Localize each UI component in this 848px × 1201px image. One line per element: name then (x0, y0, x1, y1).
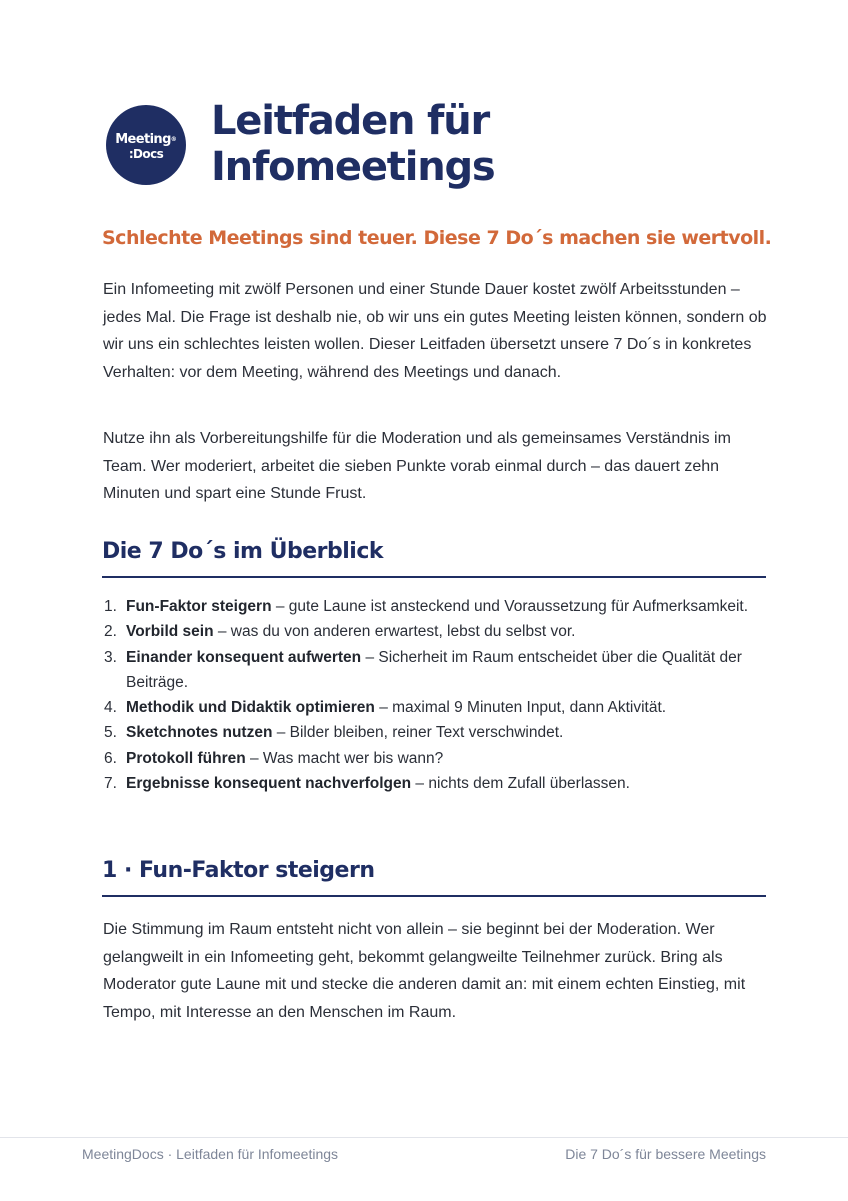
list-item (104, 594, 768, 619)
list-item-text: – maximal 9 Minuten Input, dann Aktivität. (374, 699, 667, 717)
title-line2: Infomeetings (211, 144, 495, 190)
list-item (104, 695, 768, 720)
list-item (104, 771, 768, 796)
list-item (104, 746, 768, 771)
document-header (106, 98, 766, 198)
page-footer (0, 1137, 848, 1201)
list-item-term: Vorbild sein (126, 623, 214, 641)
document-title (211, 98, 495, 190)
list-item-number: 4. (104, 699, 117, 717)
list-item-number: 2. (104, 623, 117, 641)
intro-paragraph-1: Ein Infomeeting mit zwölf Personen und einer Stunde Dauer kostet zwölf Arbeitsstunden – jedes Mal. Die Frage ist deshalb nie, ob wir uns ein gutes Meeting leisten können, sondern ob wir uns ein schlechtes leisten wollen. Dieser Leitfaden übersetzt unsere 7 Do´s in konkretes Verhalten: vor dem Meeting, während des Meetings und danach. (103, 281, 767, 381)
document-subtitle: Schlechte Meetings sind teuer. Diese 7 Do´s machen sie wertvoll. (102, 227, 772, 249)
list-item-term: Ergebnisse konsequent nachverfolgen (126, 775, 412, 793)
list-item-term: Methodik und Didaktik optimieren (126, 699, 375, 717)
list-item-text: – Bilder bleiben, reiner Text verschwindet. (272, 724, 564, 742)
section1-heading: 1 · Fun-Faktor steigern (102, 856, 766, 897)
meetingdocs-logo (106, 105, 186, 185)
dos-list (104, 594, 768, 796)
list-item-text: – was du von anderen erwartest, lebst du selbst vor. (213, 623, 576, 641)
list-item-number: 6. (104, 749, 117, 767)
list-item-term: Sketchnotes nutzen (126, 724, 273, 742)
list-item-term: Einander konsequent aufwerten (126, 648, 362, 666)
list-item (104, 645, 768, 696)
logo-registered-mark: ® (170, 136, 177, 143)
list-item (104, 720, 768, 745)
list-item-number: 3. (104, 648, 117, 666)
list-item-number: 5. (104, 724, 117, 742)
footer-right-text: Die 7 Do´s für bessere Meetings (565, 1146, 766, 1162)
logo-text-line2: :Docs (128, 147, 164, 161)
overview-heading: Die 7 Do´s im Überblick (102, 537, 766, 578)
list-item-number: 7. (104, 775, 117, 793)
list-item (104, 619, 768, 644)
list-item-text: – gute Laune ist ansteckend und Voraussetzung für Aufmerksamkeit. (271, 598, 749, 615)
title-line1: Leitfaden für (211, 98, 490, 144)
list-item-text: – Sicherheit im Raum entscheidet über die Qualität der Beiträge. (126, 648, 742, 691)
list-item-term: Fun-Faktor steigern (126, 598, 272, 615)
list-item-text: – Was macht wer bis wann? (245, 749, 444, 767)
list-item-text: – nichts dem Zufall überlassen. (411, 775, 630, 793)
section1-paragraph: Die Stimmung im Raum entsteht nicht von allein – sie beginnt bei der Moderation. Wer gelangweilt in ein Infomeeting geht, bekommt gelangweilte Teilnehmer zurück. Bring als Moderator gute Laune mit und stecke die anderen damit an: mit einem echten Einstieg, mit Tempo, mit Interesse an den Menschen im Raum. (103, 921, 746, 1021)
footer-left-text: MeetingDocs · Leitfaden für Infomeetings (82, 1146, 339, 1162)
intro-paragraph-2: Nutze ihn als Vorbereitungshilfe für die Moderation und als gemeinsames Verständnis im Team. Wer moderiert, arbeitet die sieben Punkte vorab einmal durch – das dauert zehn Minuten und spart eine Stunde Frust. (103, 430, 731, 502)
list-item-number: 1. (104, 598, 117, 615)
logo-text-line1: Meeting (115, 132, 171, 147)
list-item-term: Protokoll führen (126, 749, 246, 767)
